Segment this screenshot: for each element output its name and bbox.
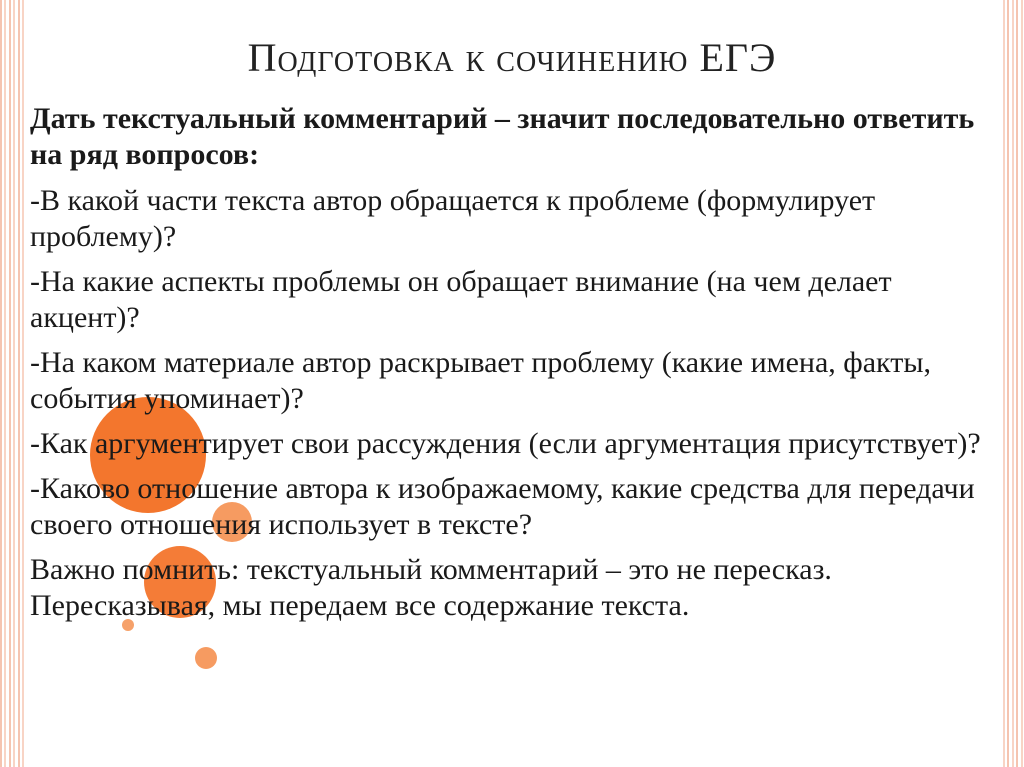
question-item: -В какой части текста автор обращается к проблеме (формулирует проблему)? [30,184,876,253]
question-item: -Как аргументирует свои рассуждения (если аргументация присутствует)? [30,427,981,460]
note-paragraph: Важно помнить: текстуальный комментарий – это не пересказ. Пересказывая, мы передаем все содержание текста. [30,553,832,622]
intro-paragraph: Дать текстуальный комментарий – значит последовательно ответить на ряд вопросов: [30,102,975,171]
slide-body [30,101,998,624]
question-item: -На каком материале автор раскрывает проблему (какие имена, факты, события упоминает)? [30,346,931,415]
slide-title: Подготовка к сочинению ЕГЭ [247,35,777,80]
question-item: -Каково отношение автора к изображаемому, какие средства для передачи своего отношения использует в тексте? [30,472,975,541]
decor-circle-small [195,647,217,669]
question-item: -На какие аспекты проблемы он обращает внимание (на чем делает акцент)? [30,265,892,334]
